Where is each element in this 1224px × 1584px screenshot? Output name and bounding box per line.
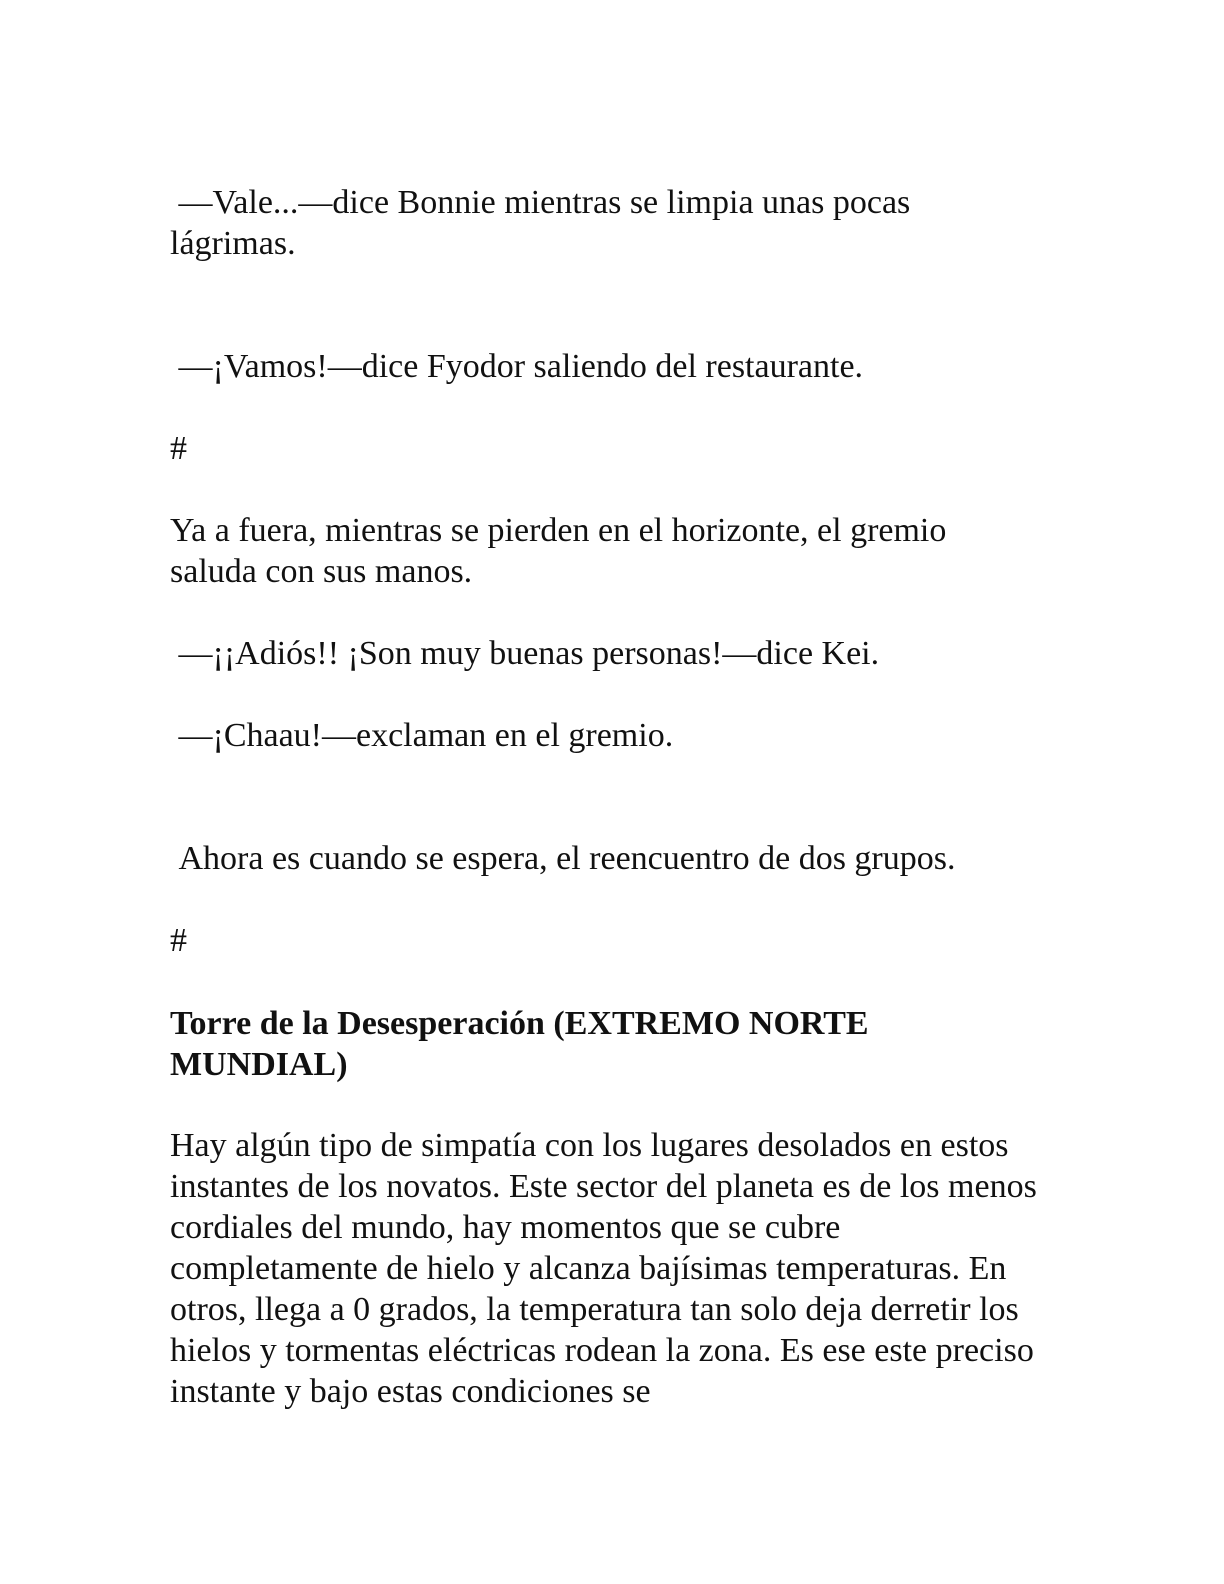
scene-break-1: # [170, 430, 187, 467]
body-paragraph: Hay algún tipo de simpatía con los lugares desolados en estos instantes de los novatos. Este sector del planeta es de los menos cordiales del mundo, hay momentos que se cubre completamente de hielo y alcanza bajísimas temperaturas. En otros, llega a 0 grados, la temperatura tan solo deja derretir los hielos y tormentas eléctricas rodean la zona. Es ese este preciso instante y bajo estas condiciones se [170, 1127, 1037, 1410]
dialogue-guild: —¡Chaau!—exclaman en el gremio. [170, 717, 674, 754]
dialogue-kei: —¡¡Adiós!! ¡Son muy buenas personas!—dice Kei. [170, 635, 880, 672]
narration-reunion: Ahora es cuando se espera, el reencuentro de dos grupos. [170, 840, 956, 877]
section-heading: Torre de la Desesperación (EXTREMO NORTE MUNDIAL) [170, 1005, 869, 1083]
dialogue-fyodor: —¡Vamos!—dice Fyodor saliendo del restaurante. [170, 348, 864, 385]
narration-guild-farewell: Ya a fuera, mientras se pierden en el horizonte, el gremio saluda con sus manos. [170, 512, 947, 590]
dialogue-bonnie: —Vale...—dice Bonnie mientras se limpia unas pocas lágrimas. [170, 184, 919, 262]
scene-break-2: # [170, 922, 187, 959]
